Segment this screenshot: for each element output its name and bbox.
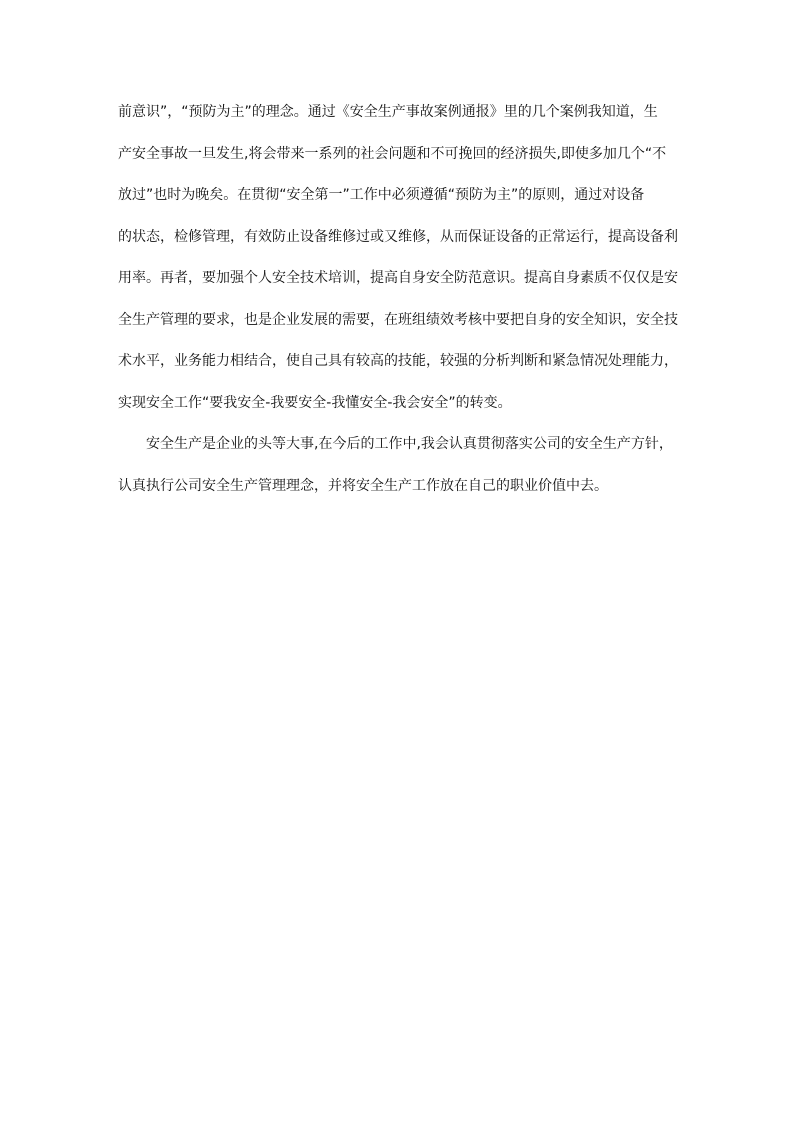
paragraph-line: 安全生产是企业的头等大事,在今后的工作中,我会认真贯彻落实公司的安全生产方针， [146,436,673,452]
document-body [118,104,688,495]
paragraph-line: 前意识”，“预防为主”的理念。通过《安全生产事故案例通报》里的几个案例我知道，生 [118,104,658,120]
paragraph-line: 放过”也时为晚矣。在贯彻“安全第一”工作中必须遵循“预防为主”的原则，通过对设备 [118,187,645,203]
paragraph-line: 的状态，检修管理，有效防止设备维修过或又维修，从而保证设备的正常运行，提高设备利 [118,228,678,245]
paragraph-line: 实现安全工作“要我安全-我要安全-我懂安全-我会安全”的转变。 [118,394,512,411]
paragraph-line: 全生产管理的要求，也是企业发展的需要，在班组绩效考核中要把自身的安全知识，安全技 [118,311,678,328]
paragraph-line: 认真执行公司安全生产管理理念，并将安全生产工作放在自己的职业价值中去。 [118,477,608,494]
paragraph-line: 术水平，业务能力相结合，使自己具有较高的技能，较强的分析判断和紧急情况处理能力， [118,353,678,369]
paragraph-1 [118,104,688,412]
paragraph-line: 产安全事故一旦发生,将会带来一系列的社会问题和不可挽回的经济损失,即使多加几个“不 [118,145,667,162]
paragraph-2 [118,436,688,495]
paragraph-line: 用率。再者，要加强个人安全技术培训，提高自身安全防范意识。提高自身素质不仅仅是安 [118,270,678,286]
